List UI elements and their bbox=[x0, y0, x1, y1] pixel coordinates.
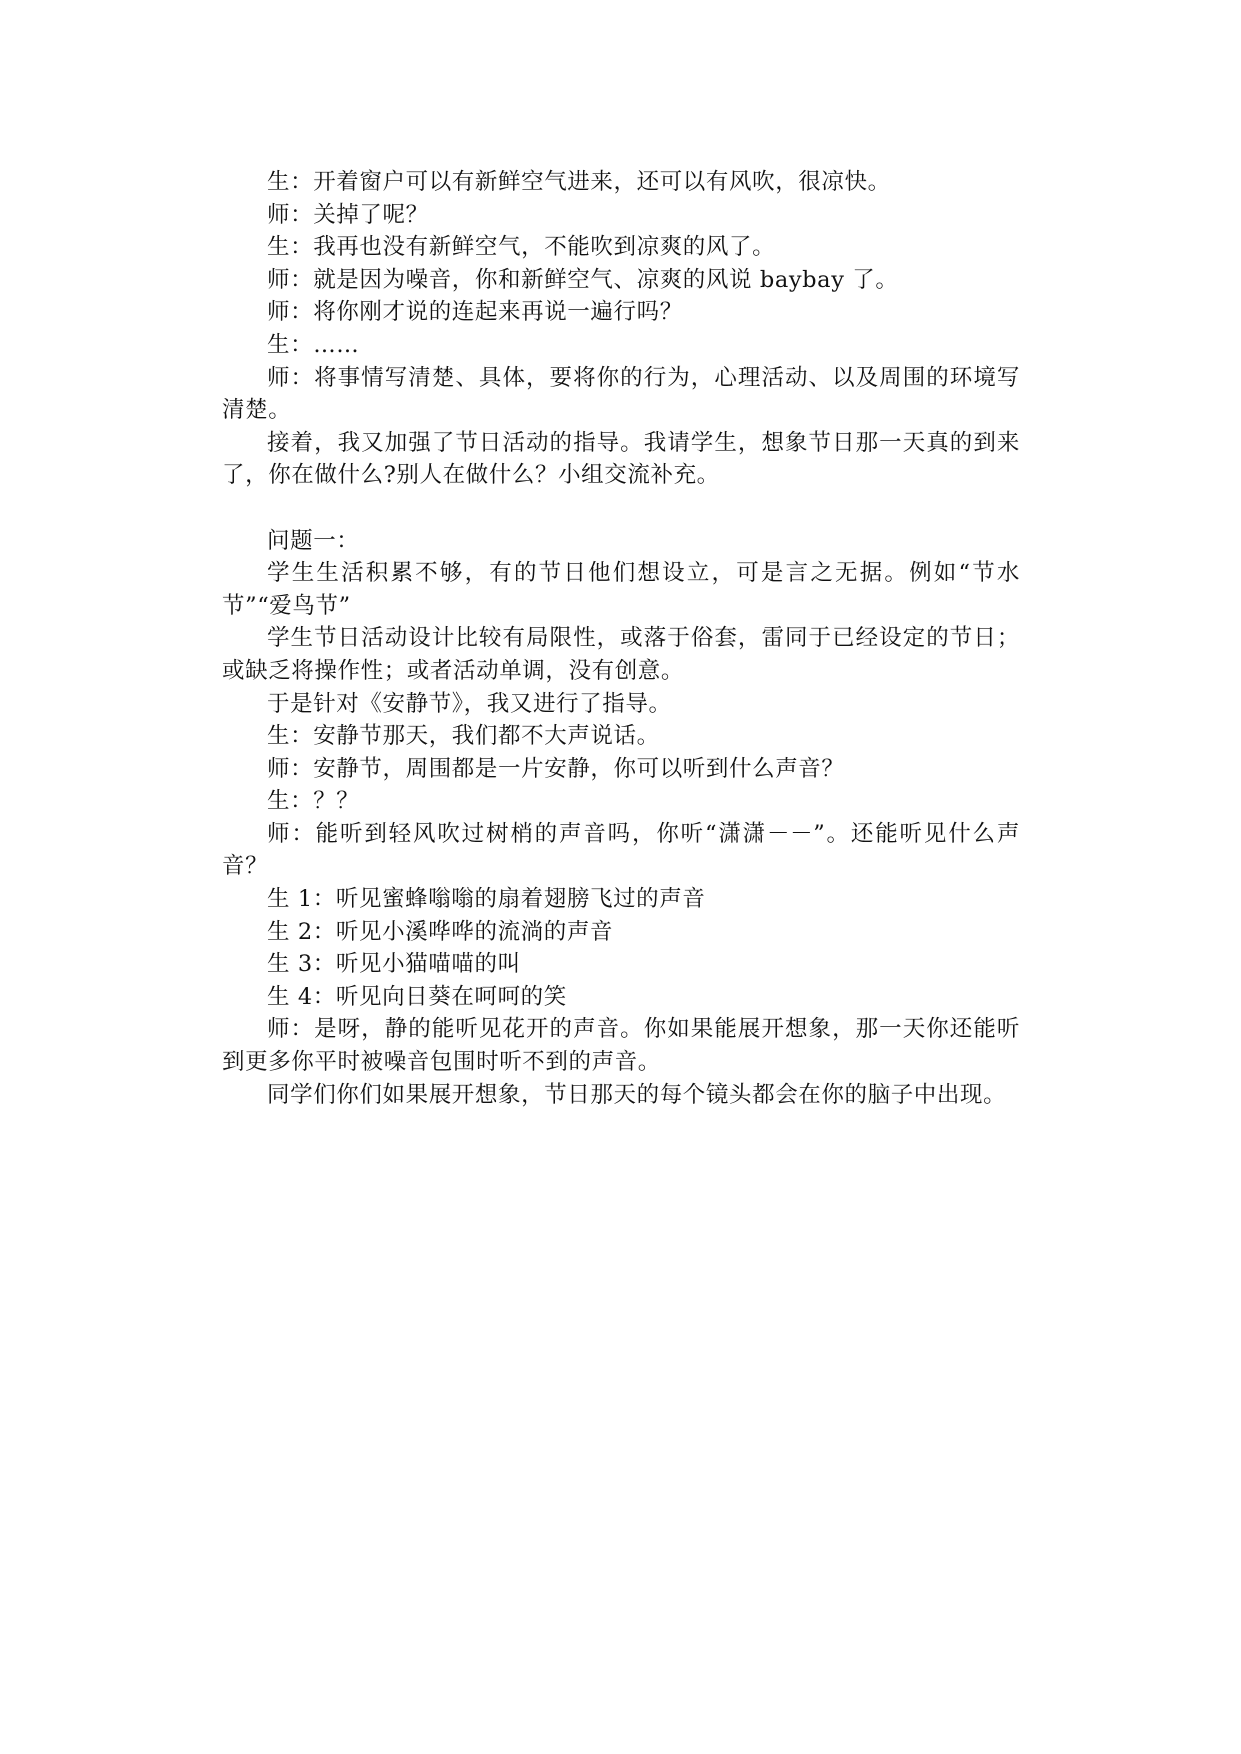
section-heading: 问题一： bbox=[267, 527, 360, 554]
paragraph: 生：…… bbox=[267, 331, 360, 358]
paragraph: 生 3：听见小猫喵喵的叫 bbox=[267, 951, 521, 978]
paragraph: 学生节日活动设计比较有局限性，或落于俗套，雷同于已经设定的节日；或缺乏将操作性；或者活动单调，没有创意。 bbox=[222, 625, 1020, 684]
paragraph: 师：将事情写清楚、具体，要将你的行为，心理活动、以及周围的环境写清楚。 bbox=[222, 364, 1020, 424]
paragraph: 生 1：听见蜜蜂嗡嗡的扇着翅膀飞过的声音 bbox=[267, 886, 706, 913]
paragraph: 师：安静节，周围都是一片安静，你可以听到什么声音？ bbox=[267, 755, 845, 782]
paragraph: 接着，我又加强了节日活动的指导。我请学生，想象节日那一天真的到来了，你在做什么?别人在做什么？小组交流补充。 bbox=[222, 429, 1020, 489]
paragraph: 师：能听到轻风吹过树梢的声音吗，你听“潇潇－－”。还能听见什么声音？ bbox=[222, 820, 1020, 880]
paragraph: 生：？？ bbox=[267, 788, 360, 815]
blank-line bbox=[222, 492, 1020, 525]
paragraph: 生 4：听见向日葵在呵呵的笑 bbox=[267, 983, 567, 1010]
paragraph: 生：开着窗户可以有新鲜空气进来，还可以有风吹，很凉快。 bbox=[267, 169, 891, 195]
paragraph: 同学们你们如果展开想象，节日那天的每个镜头都会在你的脑子中出现。 bbox=[267, 1081, 1007, 1108]
paragraph: 于是针对《安静节》，我又进行了指导。 bbox=[267, 690, 672, 717]
paragraph: 生 2：听见小溪哗哗的流淌的声音 bbox=[267, 918, 614, 945]
paragraph: 师：是呀，静的能听见花开的声音。你如果能展开想象，那一天你还能听到更多你平时被噪音包围时听不到的声音。 bbox=[222, 1016, 1020, 1076]
paragraph: 学生生活积累不够，有的节日他们想设立，可是言之无据。例如“节水节”“爱鸟节” bbox=[222, 560, 1020, 619]
paragraph: 生：安静节那天，我们都不大声说话。 bbox=[267, 723, 660, 750]
document-body bbox=[222, 166, 1020, 1111]
paragraph: 师：将你刚才说的连起来再说一遍行吗？ bbox=[267, 299, 683, 326]
paragraph: 师：就是因为噪音，你和新鲜空气、凉爽的风说 baybay 了。 bbox=[267, 266, 899, 293]
paragraph: 师：关掉了呢？ bbox=[267, 201, 429, 228]
paragraph: 生：我再也没有新鲜空气，不能吹到凉爽的风了。 bbox=[267, 234, 776, 261]
